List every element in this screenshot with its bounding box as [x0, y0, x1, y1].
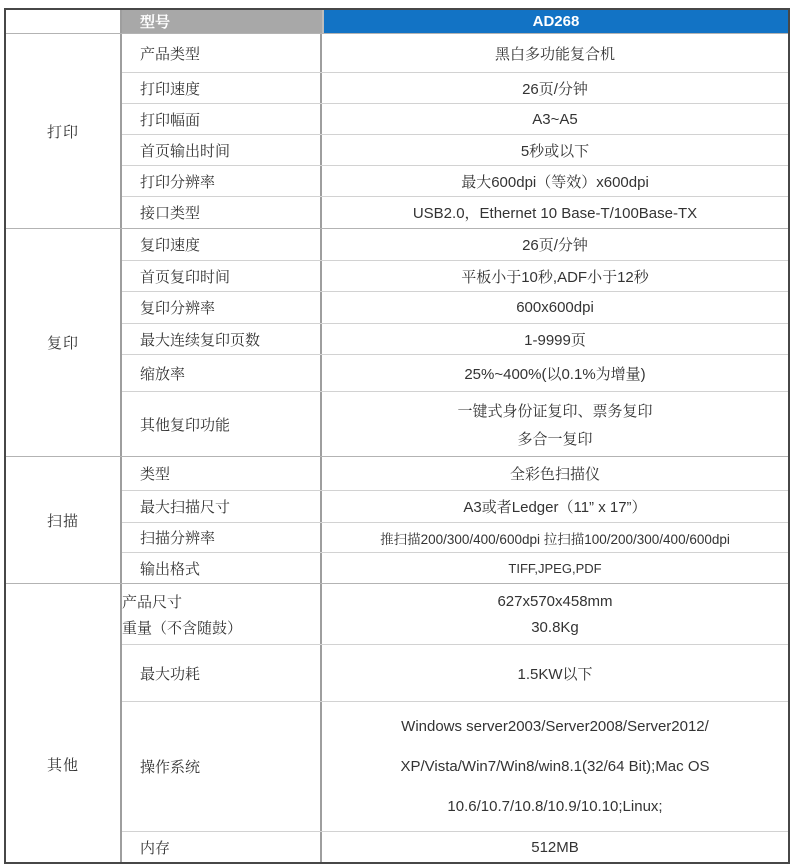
spec-label: 操作系统: [122, 702, 322, 831]
section-other: [6, 583, 788, 862]
spec-label: 扫描分辨率: [122, 523, 322, 552]
spec-row: [122, 831, 788, 862]
section-scan-rows: [122, 457, 788, 583]
spec-label: 缩放率: [122, 355, 322, 391]
spec-row: [122, 291, 788, 323]
spec-value: 25%~400%(以0.1%为增量): [464, 365, 646, 383]
spec-row: [122, 701, 788, 831]
spec-row: [122, 165, 788, 196]
spec-row: [122, 584, 788, 644]
model-header-label: 型号: [122, 10, 324, 33]
spec-value: 26页/分钟: [522, 237, 588, 254]
spec-label-line: 产品尺寸: [122, 593, 183, 611]
spec-label: 最大扫描尺寸: [122, 491, 322, 522]
spec-value: 26页/分钟: [522, 80, 588, 98]
spec-value: A3或者Ledger（11” x 17”）: [463, 499, 647, 516]
spec-value: 最大600dpi（等效）x600dpi: [461, 173, 649, 191]
category-cell-copy: 复印: [6, 229, 122, 456]
spec-row: [122, 34, 788, 72]
spec-label: 输出格式: [122, 553, 322, 583]
spec-row: [122, 103, 788, 134]
spec-value: 1-9999页: [524, 331, 586, 349]
table-header-row: [6, 10, 788, 33]
spec-label: 打印幅面: [122, 104, 322, 134]
section-copy-rows: [122, 229, 788, 456]
spec-row: [122, 644, 788, 701]
spec-value: [322, 392, 788, 456]
spec-value: A3~A5: [532, 110, 578, 128]
section-other-rows: [122, 584, 788, 862]
spec-value: 平板小于10秒,ADF小于12秒: [461, 268, 649, 286]
spec-label: 打印分辨率: [122, 166, 322, 196]
spec-row: [122, 260, 788, 291]
spec-value: 5秒或以下: [520, 142, 590, 160]
spec-label: 接口类型: [122, 197, 322, 228]
spec-value: USB2.0，Ethernet 10 Base-T/100Base-TX: [412, 205, 698, 222]
spec-row: [122, 323, 788, 354]
spec-label: 最大功耗: [122, 645, 322, 701]
spec-value-line: 627x570x458mm: [497, 592, 613, 610]
spec-label: 内存: [122, 832, 322, 862]
spec-value: TIFF,JPEG,PDF: [508, 560, 602, 576]
spec-value-line: XP/Vista/Win7/Win8/win8.1(32/64 Bit);Mac OS: [400, 757, 710, 775]
spec-value-line: 10.6/10.7/10.8/10.9/10.10;Linux;: [447, 798, 663, 816]
section-print-rows: [122, 34, 788, 228]
spec-row: [122, 134, 788, 165]
spec-label: [122, 584, 322, 644]
spec-label: 最大连续复印页数: [122, 324, 322, 354]
spec-table: [4, 8, 790, 864]
spec-value-line: 多合一复印: [517, 430, 593, 448]
spec-row: [122, 354, 788, 391]
spec-value: [322, 584, 788, 644]
spec-row: [122, 457, 788, 490]
spec-value-line: 一键式身份证复印、票务复印: [457, 402, 653, 420]
spec-row: [122, 490, 788, 522]
spec-label: 复印速度: [122, 229, 322, 260]
spec-label: 首页输出时间: [122, 135, 322, 165]
spec-value: 600x600dpi: [516, 299, 594, 316]
spec-value: 512MB: [531, 838, 579, 856]
spec-value-line: 30.8Kg: [531, 618, 579, 636]
spec-value: 推扫描200/300/400/600dpi 拉扫描100/200/300/400/600dpi: [380, 531, 730, 547]
section-print: [6, 33, 788, 228]
spec-label: 首页复印时间: [122, 261, 322, 291]
section-copy: [6, 228, 788, 456]
spec-label-line: 重量（不含随鼓）: [122, 619, 243, 637]
spec-row: [122, 522, 788, 552]
spec-label: 产品类型: [122, 34, 322, 72]
model-header-value: AD268: [324, 10, 788, 33]
spec-label: 类型: [122, 457, 322, 490]
spec-row: [122, 196, 788, 228]
header-spacer-cell: [6, 10, 122, 33]
category-cell-print: 打印: [6, 34, 122, 228]
category-cell-scan: 扫描: [6, 457, 122, 583]
spec-row: [122, 391, 788, 456]
section-scan: [6, 456, 788, 583]
spec-value: [322, 702, 788, 831]
spec-value: 全彩色扫描仪: [509, 466, 600, 483]
spec-value: 1.5KW以下: [517, 665, 593, 683]
spec-row: [122, 552, 788, 583]
spec-row: [122, 72, 788, 103]
category-cell-other: 其他: [6, 584, 122, 862]
spec-label: 其他复印功能: [122, 392, 322, 456]
spec-value: 黑白多功能复合机: [494, 45, 615, 63]
spec-value-line: Windows server2003/Server2008/Server2012/: [401, 717, 709, 735]
spec-label: 打印速度: [122, 73, 322, 103]
spec-row: [122, 229, 788, 260]
spec-label: 复印分辨率: [122, 292, 322, 323]
